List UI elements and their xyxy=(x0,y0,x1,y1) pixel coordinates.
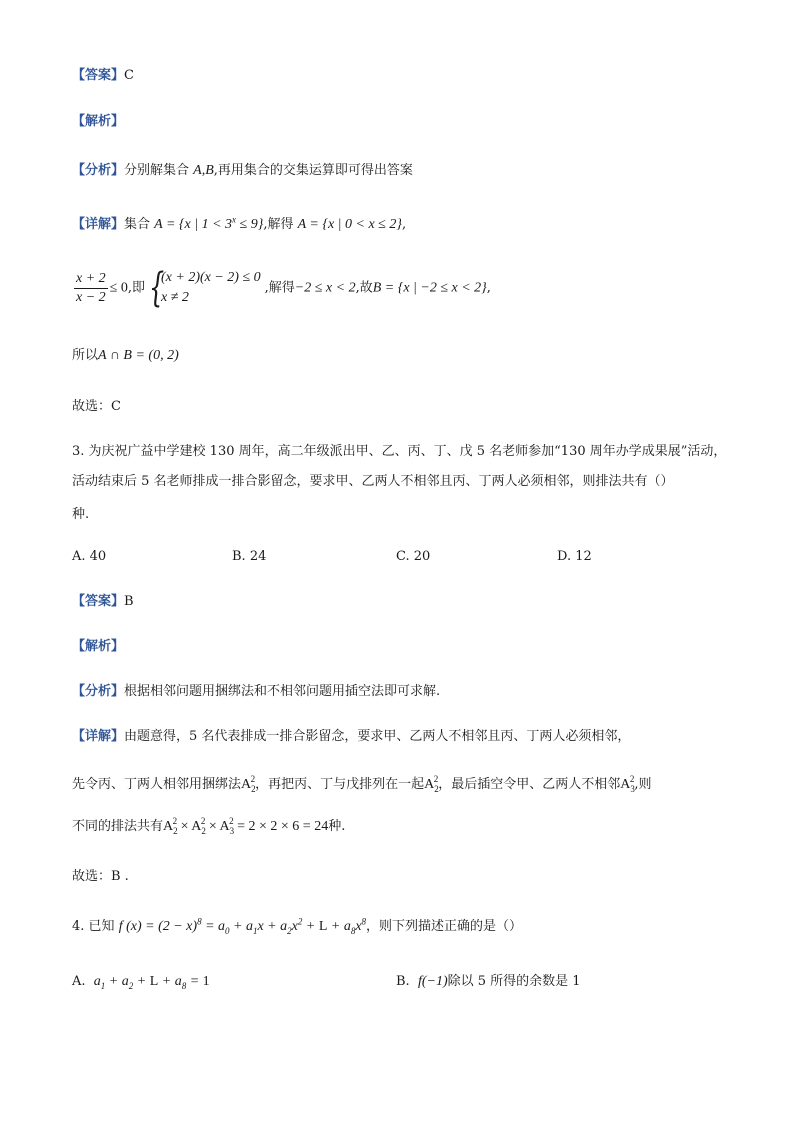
q2-conclusion-line xyxy=(72,346,179,366)
q3-stem-3: 种. xyxy=(72,507,90,522)
ineq-end: , xyxy=(486,280,491,296)
suoyi: 所以 xyxy=(72,348,99,363)
q2-choose-line xyxy=(72,397,121,417)
perm-a22: $A_2^2$ xyxy=(241,774,256,794)
q3-option-d: D. 12 xyxy=(557,549,592,564)
q4-stem-post: ，则下列描述正确的是（） xyxy=(366,919,523,934)
perm-a32: $A_3^2$ xyxy=(620,774,635,794)
detail-line-2-a: 先令丙、丁两人相邻用捆绑法 xyxy=(72,777,242,792)
q4-option-b xyxy=(396,972,581,992)
count-expression: $A_2^2 \times A_2^2 \times A_3^2 = 2 \times 2 \times 6 = 24$ xyxy=(163,816,329,836)
intersection-result: A ∩ B = (0, 2) xyxy=(98,348,179,363)
q2-analysis-line xyxy=(72,112,124,132)
detail-line-3-b: 种. xyxy=(328,819,346,834)
ineq-solve-pre: ,解得 xyxy=(264,280,295,296)
choose-text: 故选：B . xyxy=(72,869,129,884)
fraction-denominator: x − 2 xyxy=(76,289,106,305)
choose-text: 故选：C xyxy=(72,399,121,414)
detail-pre: 集合 xyxy=(124,217,151,232)
fenxi-text-pre: 分别解集合 xyxy=(124,163,190,178)
ineq-gu: ,故 xyxy=(355,280,373,296)
analysis-tag: 【解析】 xyxy=(72,639,125,654)
q3-detail-line-3 xyxy=(72,817,345,837)
answer-tag: 【答案】 xyxy=(72,594,125,609)
q4-stem-line xyxy=(72,917,522,937)
inequality-fraction xyxy=(74,270,108,307)
system-row-1: (x + 2)(x − 2) ≤ 0 xyxy=(161,270,261,285)
q4-expansion: f $(x) = (2 - x)^8 = a_0 + a_1x + a_2x^2 + L + a_8x^8$ xyxy=(118,916,367,936)
detail-line-2-c: ，最后插空令甲、乙两人不相邻 xyxy=(438,777,621,792)
q3-option-a: A. 40 xyxy=(72,549,107,564)
x-range: −2 ≤ x < 2 xyxy=(294,280,356,296)
answer-value: C xyxy=(124,68,134,83)
q4-option-a-expr: $a_1 + a_2 + L + a_8 = 1$ xyxy=(93,974,210,991)
analysis-tag: 【解析】 xyxy=(72,114,125,129)
q2-fenxi-line xyxy=(72,161,413,181)
detail-line-1: 由题意得，5 名代表排成一排合影留念，要求甲、乙两人不相邻且丙、丁两人必须相邻， xyxy=(124,729,631,744)
perm-a22-second: $A_2^2$ xyxy=(424,774,439,794)
q2-inequality-line xyxy=(72,265,491,311)
q3-answer-line xyxy=(72,592,134,612)
detail-tag: 【详解】 xyxy=(72,729,125,744)
q4-stem-pre: 4. 已知 xyxy=(72,919,115,934)
q3-option-c: C. 20 xyxy=(396,549,431,564)
ineq-ji: ,即 xyxy=(127,280,145,296)
fenxi-text: 根据相邻问题用捆绑法和不相邻问题用插空法即可求解. xyxy=(124,684,441,699)
q3-stem-line-1 xyxy=(72,442,726,462)
detail-line-2-d: ,则 xyxy=(634,777,652,792)
q3-stem-line-2 xyxy=(72,472,674,492)
set-b: B = {x | −2 ≤ x < 2} xyxy=(372,280,487,296)
q3-fenxi-line xyxy=(72,682,440,702)
q3-detail-line-1 xyxy=(72,727,630,747)
set-a-definition: A = {x | $1 < 3^x \le 9$} xyxy=(154,214,264,232)
q4-option-a xyxy=(72,972,210,992)
detail-line-2-b: ，再把丙、丁与戊排列在一起 xyxy=(255,777,425,792)
q3-detail-line-2 xyxy=(72,775,652,795)
detail-end: , xyxy=(401,217,407,232)
q3-choose-line xyxy=(72,867,129,887)
q3-stem-1: 3. 为庆祝广益中学建校 130 周年，高二年级派出甲、乙、丙、丁、戊 5 名老师参加“130 周年办学成果展”活动， xyxy=(72,444,727,459)
q4-option-a-label: A. xyxy=(72,974,86,989)
detail-mid: ,解得 xyxy=(263,217,294,232)
q3-stem-line-3 xyxy=(72,505,89,525)
q4-option-b-label: B. xyxy=(396,974,410,989)
q3-option-b: B. 24 xyxy=(232,549,267,564)
inequality-system xyxy=(149,265,261,311)
q3-analysis-line xyxy=(72,637,124,657)
q4-option-b-expr: f(−1) xyxy=(417,974,448,989)
q4-option-b-text: 除以 5 所得的余数是 1 xyxy=(447,974,581,989)
fenxi-sets: A,B xyxy=(193,163,214,178)
inequality-relation: ≤ 0 xyxy=(109,280,128,296)
q2-detail-line xyxy=(72,215,406,235)
fenxi-text-post: ,再用集合的交集运算即可得出答案 xyxy=(213,163,413,178)
fraction-numerator: x + 2 xyxy=(74,270,108,289)
fenxi-tag: 【分析】 xyxy=(72,684,125,699)
answer-value: B xyxy=(124,594,134,609)
detail-line-3-a: 不同的排法共有 xyxy=(72,819,164,834)
system-brace: { xyxy=(149,265,165,311)
detail-tag: 【详解】 xyxy=(72,217,125,232)
system-row-2: x ≠ 2 xyxy=(161,290,189,305)
q2-answer-line xyxy=(72,66,134,86)
q3-stem-2: 活动结束后 5 名老师排成一排合影留念，要求甲、乙两人不相邻且丙、丁两人必须相邻，则排法共有（） xyxy=(72,474,674,489)
set-a-result: A = {x | 0 < x ≤ 2} xyxy=(297,217,402,232)
fenxi-tag: 【分析】 xyxy=(72,163,125,178)
answer-tag: 【答案】 xyxy=(72,68,125,83)
